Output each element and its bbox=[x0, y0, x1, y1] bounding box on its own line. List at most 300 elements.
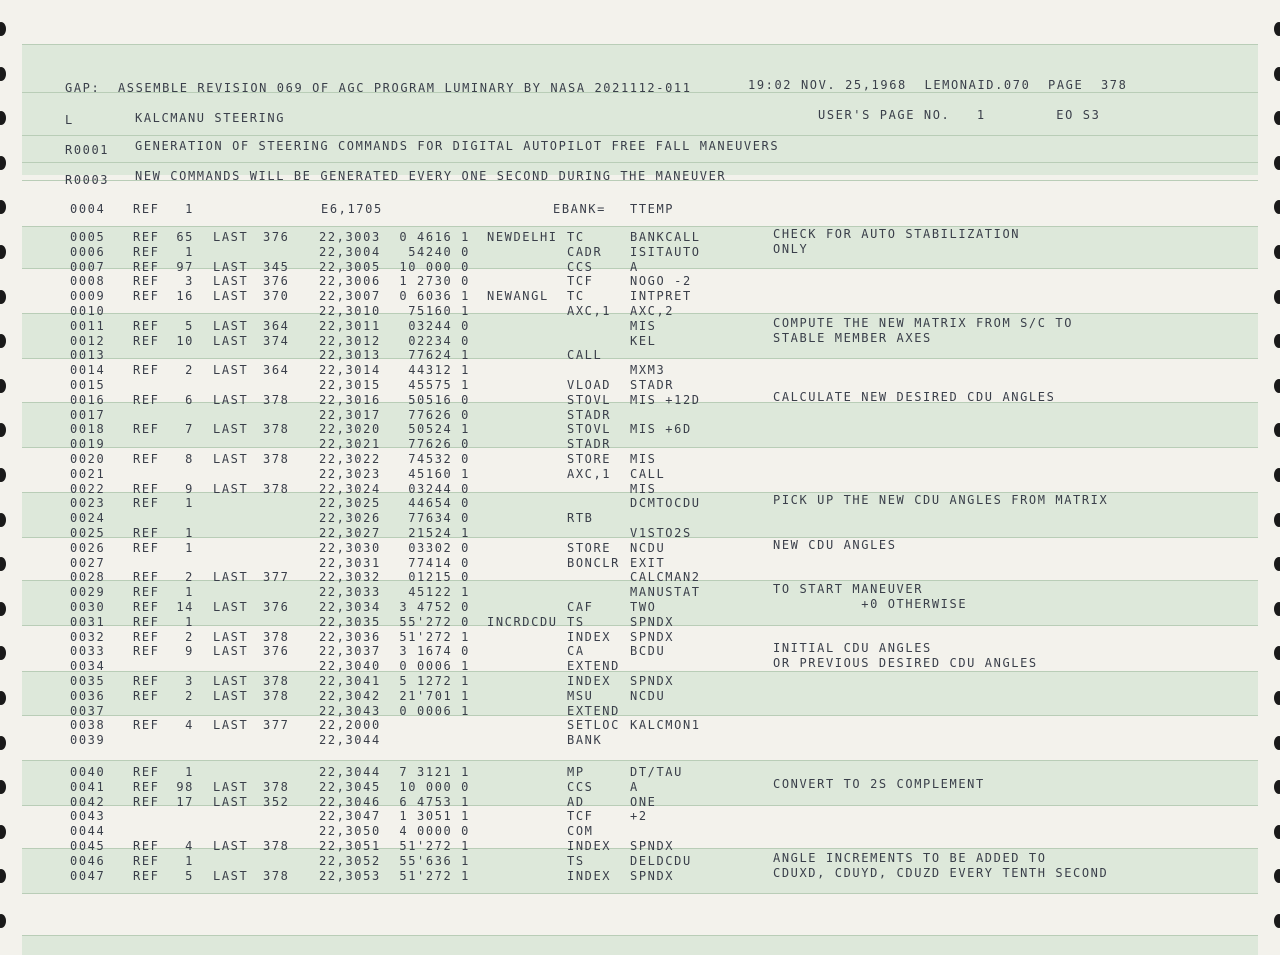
line-number: 0028 bbox=[70, 570, 106, 585]
ref-keyword: REF bbox=[133, 585, 160, 600]
line-number: 0007 bbox=[70, 259, 106, 274]
ref-keyword: REF bbox=[133, 526, 160, 540]
last-keyword: LAST bbox=[213, 318, 249, 333]
ref-count: 1 bbox=[185, 614, 194, 629]
comment: CDUXD, CDUYD, CDUZD EVERY TENTH SECOND bbox=[773, 865, 1109, 880]
operand: CALL bbox=[630, 466, 666, 481]
octal-word: 54240 0 bbox=[408, 244, 470, 259]
ref-keyword: REF bbox=[133, 644, 160, 659]
ref-keyword: REF bbox=[133, 688, 160, 703]
last-keyword: LAST bbox=[213, 718, 249, 733]
ref-count: 1 bbox=[185, 540, 194, 555]
line-number: 0035 bbox=[70, 674, 106, 688]
ref-keyword: REF bbox=[133, 614, 160, 629]
operand: MIS bbox=[630, 481, 657, 496]
comment: ANGLE INCREMENTS TO BE ADDED TO bbox=[773, 850, 1047, 865]
octal-word: 10 000 0 bbox=[399, 779, 470, 794]
line-number: 0043 bbox=[70, 809, 106, 824]
header-user-page: USER'S PAGE NO. 1 EO S3 bbox=[818, 108, 1101, 122]
address: 22,3012 bbox=[319, 333, 381, 348]
last-keyword: LAST bbox=[213, 452, 249, 466]
ref-keyword: REF bbox=[133, 481, 160, 496]
line-number: 0011 bbox=[70, 318, 106, 333]
last-keyword: LAST bbox=[213, 392, 249, 407]
comment: PICK UP THE NEW CDU ANGLES FROM MATRIX bbox=[773, 493, 1109, 508]
line-number: 0022 bbox=[70, 481, 106, 496]
operand: NCDU bbox=[630, 540, 666, 555]
octal-word: 4 0000 0 bbox=[399, 824, 470, 839]
symbol-label: NEWDELHI bbox=[487, 230, 558, 244]
last-keyword: LAST bbox=[213, 422, 249, 437]
comment: +0 OTHERWISE bbox=[773, 597, 968, 611]
line-number: 0012 bbox=[70, 333, 106, 348]
address: 22,3052 bbox=[319, 853, 381, 868]
line-number: 0024 bbox=[70, 511, 106, 526]
opcode: STORE bbox=[567, 452, 612, 466]
last-page: 345 bbox=[263, 259, 290, 274]
address: 22,3017 bbox=[319, 407, 381, 422]
octal-word: 55'636 1 bbox=[399, 853, 470, 868]
last-keyword: LAST bbox=[213, 363, 249, 378]
octal-word: 6 4753 1 bbox=[399, 794, 470, 809]
ref-keyword: REF bbox=[133, 839, 160, 853]
last-page: 378 bbox=[263, 868, 290, 883]
address: 22,3046 bbox=[319, 794, 381, 809]
last-keyword: LAST bbox=[213, 688, 249, 703]
ref-count: 10 bbox=[176, 333, 194, 348]
operand: INTPRET bbox=[630, 289, 692, 304]
ref-keyword: REF bbox=[133, 318, 160, 333]
ref-count: 9 bbox=[185, 644, 194, 659]
octal-word: 3 1674 0 bbox=[399, 644, 470, 659]
octal-word: 0 0006 1 bbox=[399, 703, 470, 718]
line-number: 0042 bbox=[70, 794, 106, 809]
line-number: 0008 bbox=[70, 274, 106, 289]
opcode: TCF bbox=[567, 809, 594, 824]
address: 22,3040 bbox=[319, 659, 381, 674]
ref-count: 1 bbox=[185, 765, 194, 779]
address: 22,3047 bbox=[319, 809, 381, 824]
octal-word: 77634 0 bbox=[408, 511, 470, 526]
address: 22,3042 bbox=[319, 688, 381, 703]
operand: BANKCALL bbox=[630, 230, 701, 244]
operand: CALCMAN2 bbox=[630, 570, 701, 585]
octal-word: 03302 0 bbox=[408, 540, 470, 555]
ref-count: 8 bbox=[185, 452, 194, 466]
address: 22,3013 bbox=[319, 348, 381, 363]
last-page: 378 bbox=[263, 392, 290, 407]
ref-count: 2 bbox=[185, 629, 194, 644]
operand: DT/TAU bbox=[630, 765, 683, 779]
address: 22,3005 bbox=[319, 259, 381, 274]
header-section-title: KALCMANU STEERING bbox=[135, 111, 286, 125]
octal-word: 45122 1 bbox=[408, 585, 470, 600]
comment: TO START MANEUVER bbox=[773, 582, 924, 597]
opcode: VLOAD bbox=[567, 378, 612, 392]
ref-keyword: REF bbox=[133, 259, 160, 274]
line-number: 0016 bbox=[70, 392, 106, 407]
address: 22,3004 bbox=[319, 244, 381, 259]
last-page: 377 bbox=[263, 718, 290, 733]
address: 22,3016 bbox=[319, 392, 381, 407]
address: 22,3027 bbox=[319, 526, 381, 540]
operand: A bbox=[630, 779, 639, 794]
ref-keyword: REF bbox=[133, 629, 160, 644]
opcode: STADR bbox=[567, 437, 612, 452]
operand: MIS bbox=[630, 452, 657, 466]
ref-count: 1 bbox=[185, 585, 194, 600]
last-keyword: LAST bbox=[213, 230, 249, 244]
octal-word: 1 3051 1 bbox=[399, 809, 470, 824]
ref-count: 98 bbox=[176, 779, 194, 794]
last-page: 378 bbox=[263, 481, 290, 496]
octal-word: 21524 1 bbox=[408, 526, 470, 540]
operand: AXC,2 bbox=[630, 304, 675, 318]
line-number: 0010 bbox=[70, 304, 106, 318]
line-number: 0019 bbox=[70, 437, 106, 452]
ref-count: 6 bbox=[185, 392, 194, 407]
octal-word: 77624 1 bbox=[408, 348, 470, 363]
line-number: 0023 bbox=[70, 496, 106, 511]
ref-keyword: REF bbox=[133, 674, 160, 688]
address: 22,3011 bbox=[319, 318, 381, 333]
line-number: 0045 bbox=[70, 839, 106, 853]
ref-keyword: REF bbox=[133, 244, 160, 259]
last-page: 370 bbox=[263, 289, 290, 304]
operand: SPNDX bbox=[630, 614, 675, 629]
opcode: TCF bbox=[567, 274, 594, 289]
operand: DELDCDU bbox=[630, 853, 692, 868]
octal-word: 45160 1 bbox=[408, 466, 470, 481]
ref-count: 65 bbox=[176, 230, 194, 244]
last-page: 378 bbox=[263, 839, 290, 853]
ref-keyword: REF bbox=[133, 600, 160, 614]
last-page: 376 bbox=[263, 274, 290, 289]
address: 22,3053 bbox=[319, 868, 381, 883]
opcode: EXTEND bbox=[567, 703, 620, 718]
opcode: STOVL bbox=[567, 422, 612, 437]
line-number: 0014 bbox=[70, 363, 106, 378]
address: 22,3014 bbox=[319, 363, 381, 378]
address: 22,3050 bbox=[319, 824, 381, 839]
octal-word: 1 2730 0 bbox=[399, 274, 470, 289]
octal-word: 44654 0 bbox=[408, 496, 470, 511]
last-page: 378 bbox=[263, 688, 290, 703]
octal-word: 51'272 1 bbox=[399, 839, 470, 853]
operand: NOGO -2 bbox=[630, 274, 692, 289]
last-page: 376 bbox=[263, 230, 290, 244]
ref-count: 4 bbox=[185, 718, 194, 733]
ref-keyword: REF bbox=[133, 794, 160, 809]
last-keyword: LAST bbox=[213, 868, 249, 883]
ref-keyword: REF bbox=[133, 422, 160, 437]
operand: MXM3 bbox=[630, 363, 666, 378]
ref-count: 7 bbox=[185, 422, 194, 437]
operand: EXIT bbox=[630, 555, 666, 570]
opcode: CA bbox=[567, 644, 585, 659]
octal-word: 75160 1 bbox=[408, 304, 470, 318]
comment: ONLY bbox=[773, 241, 809, 256]
ref-count: 1 bbox=[185, 244, 194, 259]
opcode: INDEX bbox=[567, 839, 612, 853]
address: E6,1705 bbox=[321, 202, 383, 216]
ref-keyword: REF bbox=[133, 230, 160, 244]
opcode: CADR bbox=[567, 244, 603, 259]
line-number: 0030 bbox=[70, 600, 106, 614]
octal-word: 55'272 0 bbox=[399, 614, 470, 629]
ref-count: 97 bbox=[176, 259, 194, 274]
last-keyword: LAST bbox=[213, 644, 249, 659]
line-number: 0036 bbox=[70, 688, 106, 703]
line-number: 0009 bbox=[70, 289, 106, 304]
operand: ISITAUTO bbox=[630, 244, 701, 259]
ref-count: 16 bbox=[176, 289, 194, 304]
ref-count: 5 bbox=[185, 868, 194, 883]
operand: TWO bbox=[630, 600, 657, 614]
operand: BCDU bbox=[630, 644, 666, 659]
ref-count: 2 bbox=[185, 688, 194, 703]
opcode: TC bbox=[567, 230, 585, 244]
comment: CALCULATE NEW DESIRED CDU ANGLES bbox=[773, 389, 1056, 404]
opcode: CCS bbox=[567, 779, 594, 794]
ref-keyword: REF bbox=[133, 496, 160, 511]
opcode: MSU bbox=[567, 688, 594, 703]
header-l-marker: L bbox=[65, 113, 74, 127]
ref-count: 3 bbox=[185, 674, 194, 688]
operand: V1STO2S bbox=[630, 526, 692, 540]
opcode: TS bbox=[567, 853, 585, 868]
ref-count: 1 bbox=[185, 496, 194, 511]
operand: SPNDX bbox=[630, 839, 675, 853]
address: 22,3022 bbox=[319, 452, 381, 466]
operand: SPNDX bbox=[630, 629, 675, 644]
last-keyword: LAST bbox=[213, 259, 249, 274]
octal-word: 5 1272 1 bbox=[399, 674, 470, 688]
opcode: RTB bbox=[567, 511, 594, 526]
address: 22,3031 bbox=[319, 555, 381, 570]
address: 22,3041 bbox=[319, 674, 381, 688]
address: 22,3021 bbox=[319, 437, 381, 452]
octal-word: 50524 1 bbox=[408, 422, 470, 437]
opcode: BONCLR bbox=[567, 555, 620, 570]
address: 22,3023 bbox=[319, 466, 381, 481]
operand: MIS +12D bbox=[630, 392, 701, 407]
opcode: STOVL bbox=[567, 392, 612, 407]
address: 22,3036 bbox=[319, 629, 381, 644]
remark-text: GENERATION OF STEERING COMMANDS FOR DIGITAL AUTOPILOT FREE FALL MANEUVERS bbox=[135, 139, 780, 153]
address: 22,3025 bbox=[319, 496, 381, 511]
header-date-page: 19:02 NOV. 25,1968 LEMONAID.070 PAGE 378 bbox=[748, 78, 1128, 92]
ref-count: 2 bbox=[185, 363, 194, 378]
line-number: 0004 bbox=[70, 202, 106, 216]
ref-count: 1 bbox=[185, 202, 194, 216]
last-page: 378 bbox=[263, 629, 290, 644]
line-number: 0033 bbox=[70, 644, 106, 659]
last-page: 378 bbox=[263, 779, 290, 794]
symbol-label: INCRDCDU bbox=[487, 614, 558, 629]
opcode: CCS bbox=[567, 259, 594, 274]
address: 22,3043 bbox=[319, 703, 381, 718]
operand: MIS bbox=[630, 318, 657, 333]
ref-count: 3 bbox=[185, 274, 194, 289]
ref-keyword: REF bbox=[133, 853, 160, 868]
opcode: AXC,1 bbox=[567, 304, 612, 318]
address: 22,3034 bbox=[319, 600, 381, 614]
ref-keyword: REF bbox=[133, 779, 160, 794]
ref-keyword: REF bbox=[133, 868, 160, 883]
line-number: 0041 bbox=[70, 779, 106, 794]
ref-count: 5 bbox=[185, 318, 194, 333]
comment: CHECK FOR AUTO STABILIZATION bbox=[773, 227, 1021, 241]
comment: OR PREVIOUS DESIRED CDU ANGLES bbox=[773, 656, 1038, 671]
last-keyword: LAST bbox=[213, 794, 249, 809]
comment: CONVERT TO 2S COMPLEMENT bbox=[773, 776, 985, 791]
octal-word: 50516 0 bbox=[408, 392, 470, 407]
address: 22,3045 bbox=[319, 779, 381, 794]
line-number: 0039 bbox=[70, 733, 106, 748]
remark-label: R0001 bbox=[65, 143, 110, 157]
line-number: 0031 bbox=[70, 614, 106, 629]
opcode: AXC,1 bbox=[567, 466, 612, 481]
opcode: TC bbox=[567, 289, 585, 304]
ref-keyword: REF bbox=[133, 363, 160, 378]
address: 22,3037 bbox=[319, 644, 381, 659]
operand: STADR bbox=[630, 378, 675, 392]
line-number: 0018 bbox=[70, 422, 106, 437]
line-number: 0032 bbox=[70, 629, 106, 644]
octal-word: 0 4616 1 bbox=[399, 230, 470, 244]
operand: +2 bbox=[630, 809, 648, 824]
operand: SPNDX bbox=[630, 868, 675, 883]
ref-keyword: REF bbox=[133, 570, 160, 585]
ref-keyword: REF bbox=[133, 392, 160, 407]
octal-word: 51'272 1 bbox=[399, 629, 470, 644]
octal-word: 77626 0 bbox=[408, 407, 470, 422]
address: 22,3003 bbox=[319, 230, 381, 244]
operand: TTEMP bbox=[630, 202, 675, 216]
last-page: 378 bbox=[263, 422, 290, 437]
address: 22,3020 bbox=[319, 422, 381, 437]
opcode: MP bbox=[567, 765, 585, 779]
last-keyword: LAST bbox=[213, 570, 249, 585]
last-page: 378 bbox=[263, 452, 290, 466]
line-number: 0021 bbox=[70, 466, 106, 481]
address: 22,3051 bbox=[319, 839, 381, 853]
octal-word: 74532 0 bbox=[408, 452, 470, 466]
octal-word: 21'701 1 bbox=[399, 688, 470, 703]
operand: ONE bbox=[630, 794, 657, 809]
octal-word: 0 6036 1 bbox=[399, 289, 470, 304]
remark-text: NEW COMMANDS WILL BE GENERATED EVERY ONE SECOND DURING THE MANEUVER bbox=[135, 169, 727, 183]
last-keyword: LAST bbox=[213, 274, 249, 289]
opcode: EXTEND bbox=[567, 659, 620, 674]
line-number: 0047 bbox=[70, 868, 106, 883]
opcode: STADR bbox=[567, 407, 612, 422]
line-number: 0006 bbox=[70, 244, 106, 259]
address: 22,3044 bbox=[319, 733, 381, 748]
operand: KALCMON1 bbox=[630, 718, 701, 733]
opcode: EBANK= bbox=[553, 202, 606, 216]
line-number: 0029 bbox=[70, 585, 106, 600]
ref-keyword: REF bbox=[133, 452, 160, 466]
octal-word: 44312 1 bbox=[408, 363, 470, 378]
octal-word: 01215 0 bbox=[408, 570, 470, 585]
operand: MANUSTAT bbox=[630, 585, 701, 600]
last-page: 374 bbox=[263, 333, 290, 348]
octal-word: 77626 0 bbox=[408, 437, 470, 452]
comment: COMPUTE THE NEW MATRIX FROM S/C TO bbox=[773, 315, 1074, 330]
octal-word: 0 0006 1 bbox=[399, 659, 470, 674]
last-keyword: LAST bbox=[213, 839, 249, 853]
octal-word: 03244 0 bbox=[408, 481, 470, 496]
address: 22,3033 bbox=[319, 585, 381, 600]
operand: KEL bbox=[630, 333, 657, 348]
line-number: 0025 bbox=[70, 526, 106, 540]
ref-count: 1 bbox=[185, 526, 194, 540]
operand: A bbox=[630, 259, 639, 274]
address: 22,3026 bbox=[319, 511, 381, 526]
opcode: BANK bbox=[567, 733, 603, 748]
ref-count: 14 bbox=[176, 600, 194, 614]
line-number: 0040 bbox=[70, 765, 106, 779]
last-page: 364 bbox=[263, 318, 290, 333]
octal-word: 02234 0 bbox=[408, 333, 470, 348]
address: 22,3010 bbox=[319, 304, 381, 318]
octal-word: 10 000 0 bbox=[399, 259, 470, 274]
ref-keyword: REF bbox=[133, 718, 160, 733]
line-number: 0005 bbox=[70, 230, 106, 244]
line-number: 0027 bbox=[70, 555, 106, 570]
line-number: 0046 bbox=[70, 853, 106, 868]
address: 22,3044 bbox=[319, 765, 381, 779]
address: 22,3035 bbox=[319, 614, 381, 629]
symbol-label: NEWANGL bbox=[487, 289, 549, 304]
line-number: 0037 bbox=[70, 703, 106, 718]
opcode: STORE bbox=[567, 540, 612, 555]
operand: DCMTOCDU bbox=[630, 496, 701, 511]
octal-word: 45575 1 bbox=[408, 378, 470, 392]
octal-word: 3 4752 0 bbox=[399, 600, 470, 614]
ref-keyword: REF bbox=[133, 765, 160, 779]
operand: NCDU bbox=[630, 688, 666, 703]
line-number: 0020 bbox=[70, 452, 106, 466]
comment: STABLE MEMBER AXES bbox=[773, 330, 932, 345]
header-assembly-line: GAP: ASSEMBLE REVISION 069 OF AGC PROGRAM LUMINARY BY NASA 2021112-011 bbox=[65, 81, 692, 95]
ref-count: 17 bbox=[176, 794, 194, 809]
line-number: 0013 bbox=[70, 348, 106, 363]
ref-keyword: REF bbox=[133, 289, 160, 304]
opcode: CAF bbox=[567, 600, 594, 614]
last-keyword: LAST bbox=[213, 289, 249, 304]
last-keyword: LAST bbox=[213, 481, 249, 496]
line-number: 0015 bbox=[70, 378, 106, 392]
opcode: AD bbox=[567, 794, 585, 809]
last-page: 377 bbox=[263, 570, 290, 585]
last-keyword: LAST bbox=[213, 333, 249, 348]
opcode: TS bbox=[567, 614, 585, 629]
opcode: CALL bbox=[567, 348, 603, 363]
address: 22,3006 bbox=[319, 274, 381, 289]
ref-keyword: REF bbox=[133, 274, 160, 289]
opcode: SETLOC bbox=[567, 718, 620, 733]
opcode: INDEX bbox=[567, 868, 612, 883]
ref-keyword: REF bbox=[133, 202, 160, 216]
line-number: 0034 bbox=[70, 659, 106, 674]
comment: NEW CDU ANGLES bbox=[773, 537, 897, 552]
address: 22,3032 bbox=[319, 570, 381, 585]
ref-count: 4 bbox=[185, 839, 194, 853]
ref-count: 1 bbox=[185, 853, 194, 868]
